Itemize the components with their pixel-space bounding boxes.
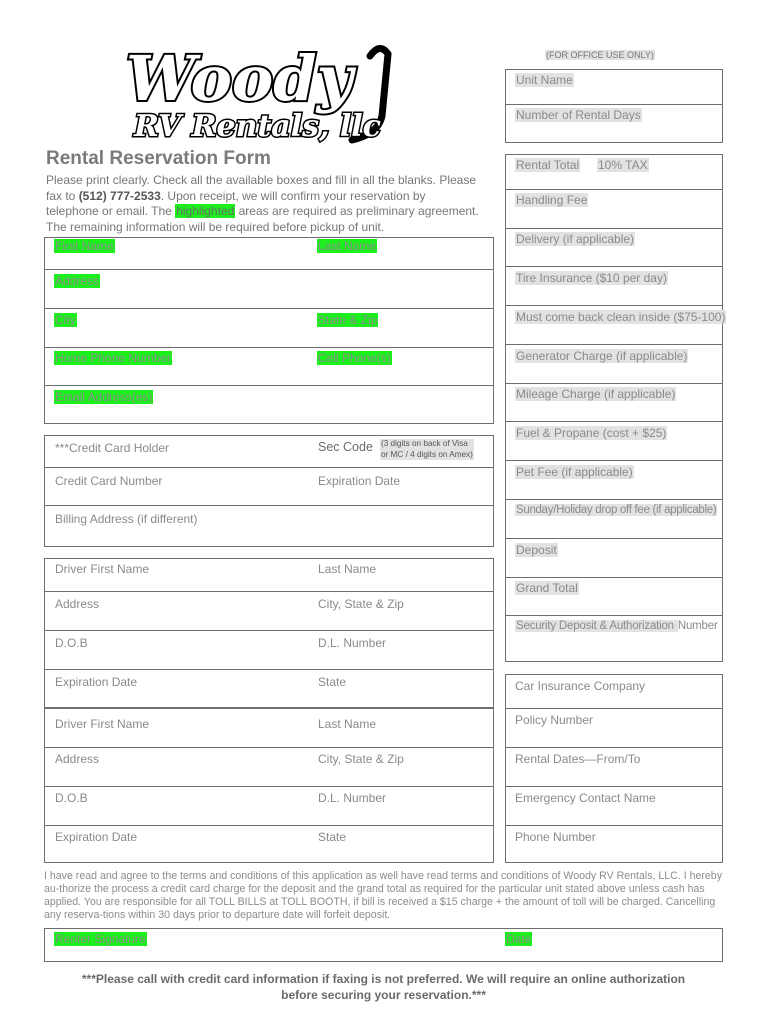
terms-paragraph (44, 870, 734, 922)
driver-2-first-name[interactable]: Driver First Name (55, 717, 150, 731)
driver-1-city-state-zip[interactable]: City, State & Zip (318, 597, 404, 611)
driver-2-address[interactable]: Address (55, 752, 100, 766)
card-expiration-field[interactable]: Expiration Date (318, 474, 401, 488)
svg-text:RV Rentals, llc: RV Rentals, llc (134, 109, 381, 144)
driver-1-dl-number[interactable]: D.L. Number (318, 636, 387, 650)
intro-fax-pre: fax to (46, 188, 79, 203)
terms-line-1: I have read and agree to the terms and conditions of this application as well have read terms and conditions of Woody RV Rentals, LLC. I hereby (44, 870, 722, 882)
grand-total-field[interactable]: Grand Total (516, 581, 578, 595)
security-deposit-label: Security Deposit & Authorization (516, 620, 677, 632)
intro-line-4: The remaining information will be required before pickup of unit. (46, 219, 385, 234)
state-zip-field[interactable]: State & Zip (318, 313, 378, 327)
driver-2-dl-number[interactable]: D.L. Number (318, 791, 387, 805)
intro-line-2 (46, 189, 491, 205)
driver-1-expiration[interactable]: Expiration Date (55, 675, 138, 689)
fuel-propane-field[interactable]: Fuel & Propane (cost + $25) (516, 426, 667, 440)
form-title: Rental Reservation Form (46, 148, 271, 169)
logo-graphic (120, 36, 410, 154)
terms-line-4: any reserva-tions within 30 days prior to departure date will forfeit deposit. (44, 909, 391, 921)
mileage-field[interactable]: Mileage Charge (if applicable) (516, 387, 676, 401)
card-number-field[interactable]: Credit Card Number (55, 474, 163, 488)
driver-2-expiration[interactable]: Expiration Date (55, 830, 138, 844)
terms-line-3: applied. You are responsible for all TOLL BILLS at TOLL BOOTH, if bill is received a $15 charge + the amount of toll will be charged. Cancelling (44, 896, 716, 908)
svg-text:Woody: Woody (126, 42, 353, 115)
renter-signature-field[interactable]: Renter Signature (55, 932, 146, 946)
sec-code-field[interactable]: Sec Code (318, 440, 373, 454)
driver-1-dob[interactable]: D.O.B (55, 636, 88, 650)
pet-fee-field[interactable]: Pet Fee (if applicable) (516, 465, 633, 479)
address-field[interactable]: Address (55, 274, 100, 288)
insurance-company-field[interactable]: Car Insurance Company (515, 679, 646, 693)
generator-field[interactable]: Generator Charge (if applicable) (516, 349, 688, 363)
tax-field[interactable]: 10% TAX (598, 158, 648, 172)
highlighted-word: highlighted (176, 204, 235, 218)
unit-name-field[interactable]: Unit Name (516, 73, 573, 87)
security-number-label: Number (677, 620, 718, 632)
company-logo (120, 36, 410, 154)
driver-2-state[interactable]: State (318, 830, 347, 844)
sec-code-note-1: (3 digits on back of Visa (381, 439, 468, 448)
cleaning-field[interactable]: Must come back clean inside ($75-100) (516, 310, 726, 324)
office-use-tag: (FOR OFFICE USE ONLY) (546, 50, 654, 60)
intro-text (46, 173, 491, 235)
emergency-contact-field[interactable]: Emergency Contact Name (515, 791, 656, 805)
driver-2-dob[interactable]: D.O.B (55, 791, 88, 805)
card-holder-field[interactable]: ***Credit Card Holder (55, 441, 170, 455)
sec-code-note-2: or MC / 4 digits on Amex) (381, 449, 473, 459)
email-field[interactable]: Email Address(es) (55, 390, 153, 404)
first-name-field[interactable]: First Name (55, 239, 114, 253)
handling-fee-field[interactable]: Handling Fee (516, 193, 588, 207)
rental-dates-field[interactable]: Rental Dates—From/To (515, 752, 641, 766)
driver-2-last-name[interactable]: Last Name (318, 717, 377, 731)
footer-line-2: before securing your reservation.*** (281, 988, 486, 1002)
intro-line-3 (46, 204, 491, 220)
footer-note (44, 971, 723, 1003)
date-field[interactable]: Date (506, 932, 532, 946)
home-phone-field[interactable]: Home Phone Number (55, 351, 172, 365)
policy-number-field[interactable]: Policy Number (515, 713, 594, 727)
phone-number-field[interactable]: Phone Number (515, 830, 596, 844)
delivery-field[interactable]: Delivery (if applicable) (516, 232, 635, 246)
rental-days-field[interactable]: Number of Rental Days (516, 108, 641, 122)
billing-address-field[interactable]: Billing Address (if different) (55, 512, 198, 526)
driver-1-first-name[interactable]: Driver First Name (55, 562, 150, 576)
driver-1-last-name[interactable]: Last Name (318, 562, 377, 576)
intro-hl-pre: telephone or email. The (46, 204, 176, 218)
rental-total-field[interactable]: Rental Total (516, 158, 580, 172)
security-deposit-field[interactable] (515, 620, 718, 632)
city-field[interactable]: City (55, 313, 76, 327)
driver-2-city-state-zip[interactable]: City, State & Zip (318, 752, 404, 766)
deposit-field[interactable]: Deposit (516, 543, 557, 557)
cell-phone-field[interactable]: Cell Phone(s) (318, 351, 391, 365)
fax-number: (512) 777-2533 (78, 188, 161, 203)
driver-1-state[interactable]: State (318, 675, 347, 689)
holiday-fee-field[interactable]: Sunday/Holiday drop off fee (if applicable) (516, 504, 717, 516)
intro-fax-post: . Upon receipt, we will confirm your reservation by (160, 188, 426, 203)
terms-line-2: au-thorize the process a credit card charge for the deposit and the grand total as required for the particular unit stated above unless cash has (44, 883, 705, 895)
driver-1-address[interactable]: Address (55, 597, 100, 611)
intro-hl-post: areas are required as preliminary agreement. (235, 204, 479, 218)
intro-line-1: Please print clearly. Check all the available boxes and fill in all the blanks. Please (46, 173, 477, 187)
sec-code-note (380, 439, 474, 460)
footer-line-1: ***Please call with credit card information if faxing is not preferred. We will require an online authorization (81, 972, 686, 986)
last-name-field[interactable]: Last Name (318, 239, 377, 253)
tire-insurance-field[interactable]: Tire Insurance ($10 per day) (516, 271, 667, 285)
